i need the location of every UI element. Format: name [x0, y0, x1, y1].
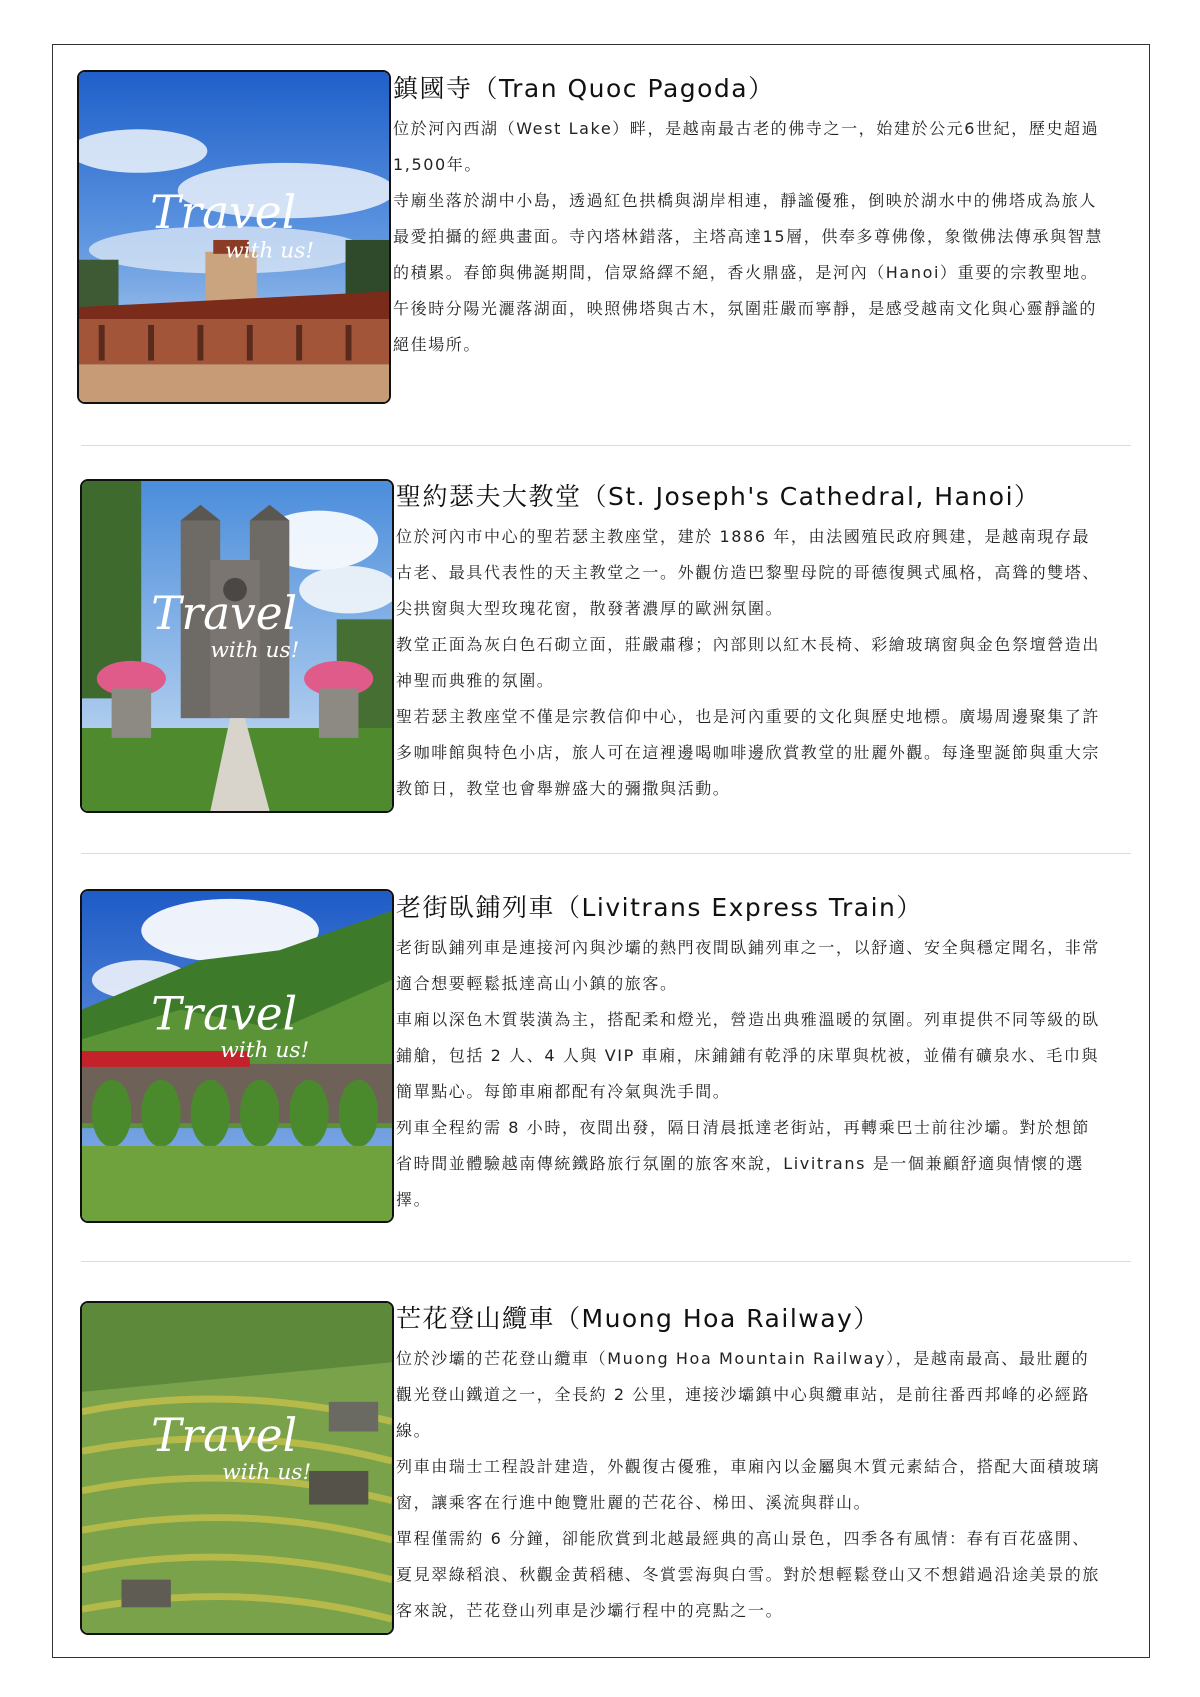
entry-title: 老街臥鋪列車（Livitrans Express Train）	[396, 893, 923, 922]
page-frame	[52, 44, 1150, 1658]
entry-livitrans-text	[396, 888, 1106, 1218]
st-joseph-cathedral-photo	[80, 479, 394, 813]
entry-paragraph: 列車全程約需 8 小時，夜間出發，隔日清晨抵達老街站，再轉乘巴士前往沙壩。對於想節省時間並體驗越南傳統鐵路旅行氛圍的旅客來說，Livitrans 是一個兼顧舒適與情懷的選擇。	[396, 1118, 1090, 1209]
entry-paragraph: 車廂以深色木質裝潢為主，搭配柔和燈光，營造出典雅溫暖的氛圍。列車提供不同等級的臥鋪艙，包括 2 人、4 人與 VIP 車廂，床鋪鋪有乾淨的床單與枕被，並備有礦泉水、毛巾與簡單點心。每節車廂都配有冷氣與洗手間。	[396, 1010, 1101, 1101]
entry-st-joseph-text	[396, 477, 1106, 807]
entry-paragraph: 老街臥鋪列車是連接河內與沙壩的熱門夜間臥鋪列車之一，以舒適、安全與穩定聞名，非常適合想要輕鬆抵達高山小鎮的旅客。	[396, 938, 1101, 993]
watermark-travel: Travel	[151, 987, 298, 1041]
livitrans-train-photo	[80, 889, 394, 1223]
tran-quoc-pagoda-photo	[77, 70, 391, 404]
entry-muong-hoa-text	[396, 1299, 1106, 1629]
entry-paragraph: 單程僅需約 6 分鐘，卻能欣賞到北越最經典的高山景色，四季各有風情：春有百花盛開、夏見翠綠稻浪、秋觀金黃稻穗、冬賞雲海與白雪。對於想輕鬆登山又不想錯過沿途美景的旅客來說，芒花登山列車是沙壩行程中的亮點之一。	[396, 1529, 1101, 1620]
entry-paragraph: 位於河內市中心的聖若瑟主教座堂，建於 1886 年，由法國殖民政府興建，是越南現存最古老、最具代表性的天主教堂之一。外觀仿造巴黎聖母院的哥德復興式風格，高聳的雙塔、尖拱窗與大型玫瑰花窗，散發著濃厚的歐洲氛圍。	[396, 527, 1101, 618]
entry-paragraph: 聖若瑟主教座堂不僅是宗教信仰中心，也是河內重要的文化與歷史地標。廣場周邊聚集了許多咖啡館與特色小店，旅人可在這裡邊喝咖啡邊欣賞教堂的壯麗外觀。每逢聖誕節與重大宗教節日，教堂也會舉辦盛大的彌撒與活動。	[396, 707, 1101, 798]
watermark-with-us: with us!	[222, 1459, 312, 1485]
section-divider	[81, 853, 1131, 854]
entry-title: 芒花登山纜車（Muong Hoa Railway）	[396, 1304, 880, 1333]
watermark-travel: Travel	[151, 587, 298, 641]
entry-paragraph: 午後時分陽光灑落湖面，映照佛塔與古木，氛圍莊嚴而寧靜，是感受越南文化與心靈靜謐的絕佳場所。	[393, 299, 1098, 354]
entry-paragraph: 位於沙壩的芒花登山纜車（Muong Hoa Mountain Railway），是越南最高、最壯麗的觀光登山鐵道之一，全長約 2 公里，連接沙壩鎮中心與纜車站，是前往番西邦峰的必經路線。	[396, 1349, 1090, 1440]
section-divider	[81, 445, 1131, 446]
watermark-travel: Travel	[151, 1409, 298, 1463]
section-divider	[81, 1261, 1131, 1262]
watermark-with-us: with us!	[210, 637, 300, 663]
entry-paragraph: 教堂正面為灰白色石砌立面，莊嚴肅穆；內部則以紅木長椅、彩繪玻璃窗與金色祭壇營造出神聖而典雅的氛圍。	[396, 635, 1101, 690]
entry-paragraph: 列車由瑞士工程設計建造，外觀復古優雅，車廂內以金屬與木質元素結合，搭配大面積玻璃窗，讓乘客在行進中飽覽壯麗的芒花谷、梯田、溪流與群山。	[396, 1457, 1101, 1512]
entry-title: 聖約瑟夫大教堂（St. Joseph's Cathedral, Hanoi）	[396, 482, 1041, 511]
entry-title: 鎮國寺（Tran Quoc Pagoda）	[393, 74, 775, 103]
watermark-travel: Travel	[150, 186, 297, 240]
entry-tran-quoc-text	[393, 69, 1103, 363]
entry-paragraph: 位於河內西湖（West Lake）畔，是越南最古老的佛寺之一，始建於公元6世紀，歷史超過1,500年。	[393, 119, 1100, 174]
watermark-with-us: with us!	[220, 1037, 310, 1063]
entry-paragraph: 寺廟坐落於湖中小島，透過紅色拱橋與湖岸相連，靜謐優雅，倒映於湖水中的佛塔成為旅人最愛拍攝的經典畫面。寺內塔林錯落，主塔高達15層，供奉多尊佛像，象徵佛法傳承與智慧的積累。春節與佛誕期間，信眾絡繹不絕，香火鼎盛，是河內（Hanoi）重要的宗教聖地。	[393, 191, 1103, 282]
muong-hoa-railway-photo	[80, 1301, 394, 1635]
watermark-with-us: with us!	[225, 238, 315, 264]
